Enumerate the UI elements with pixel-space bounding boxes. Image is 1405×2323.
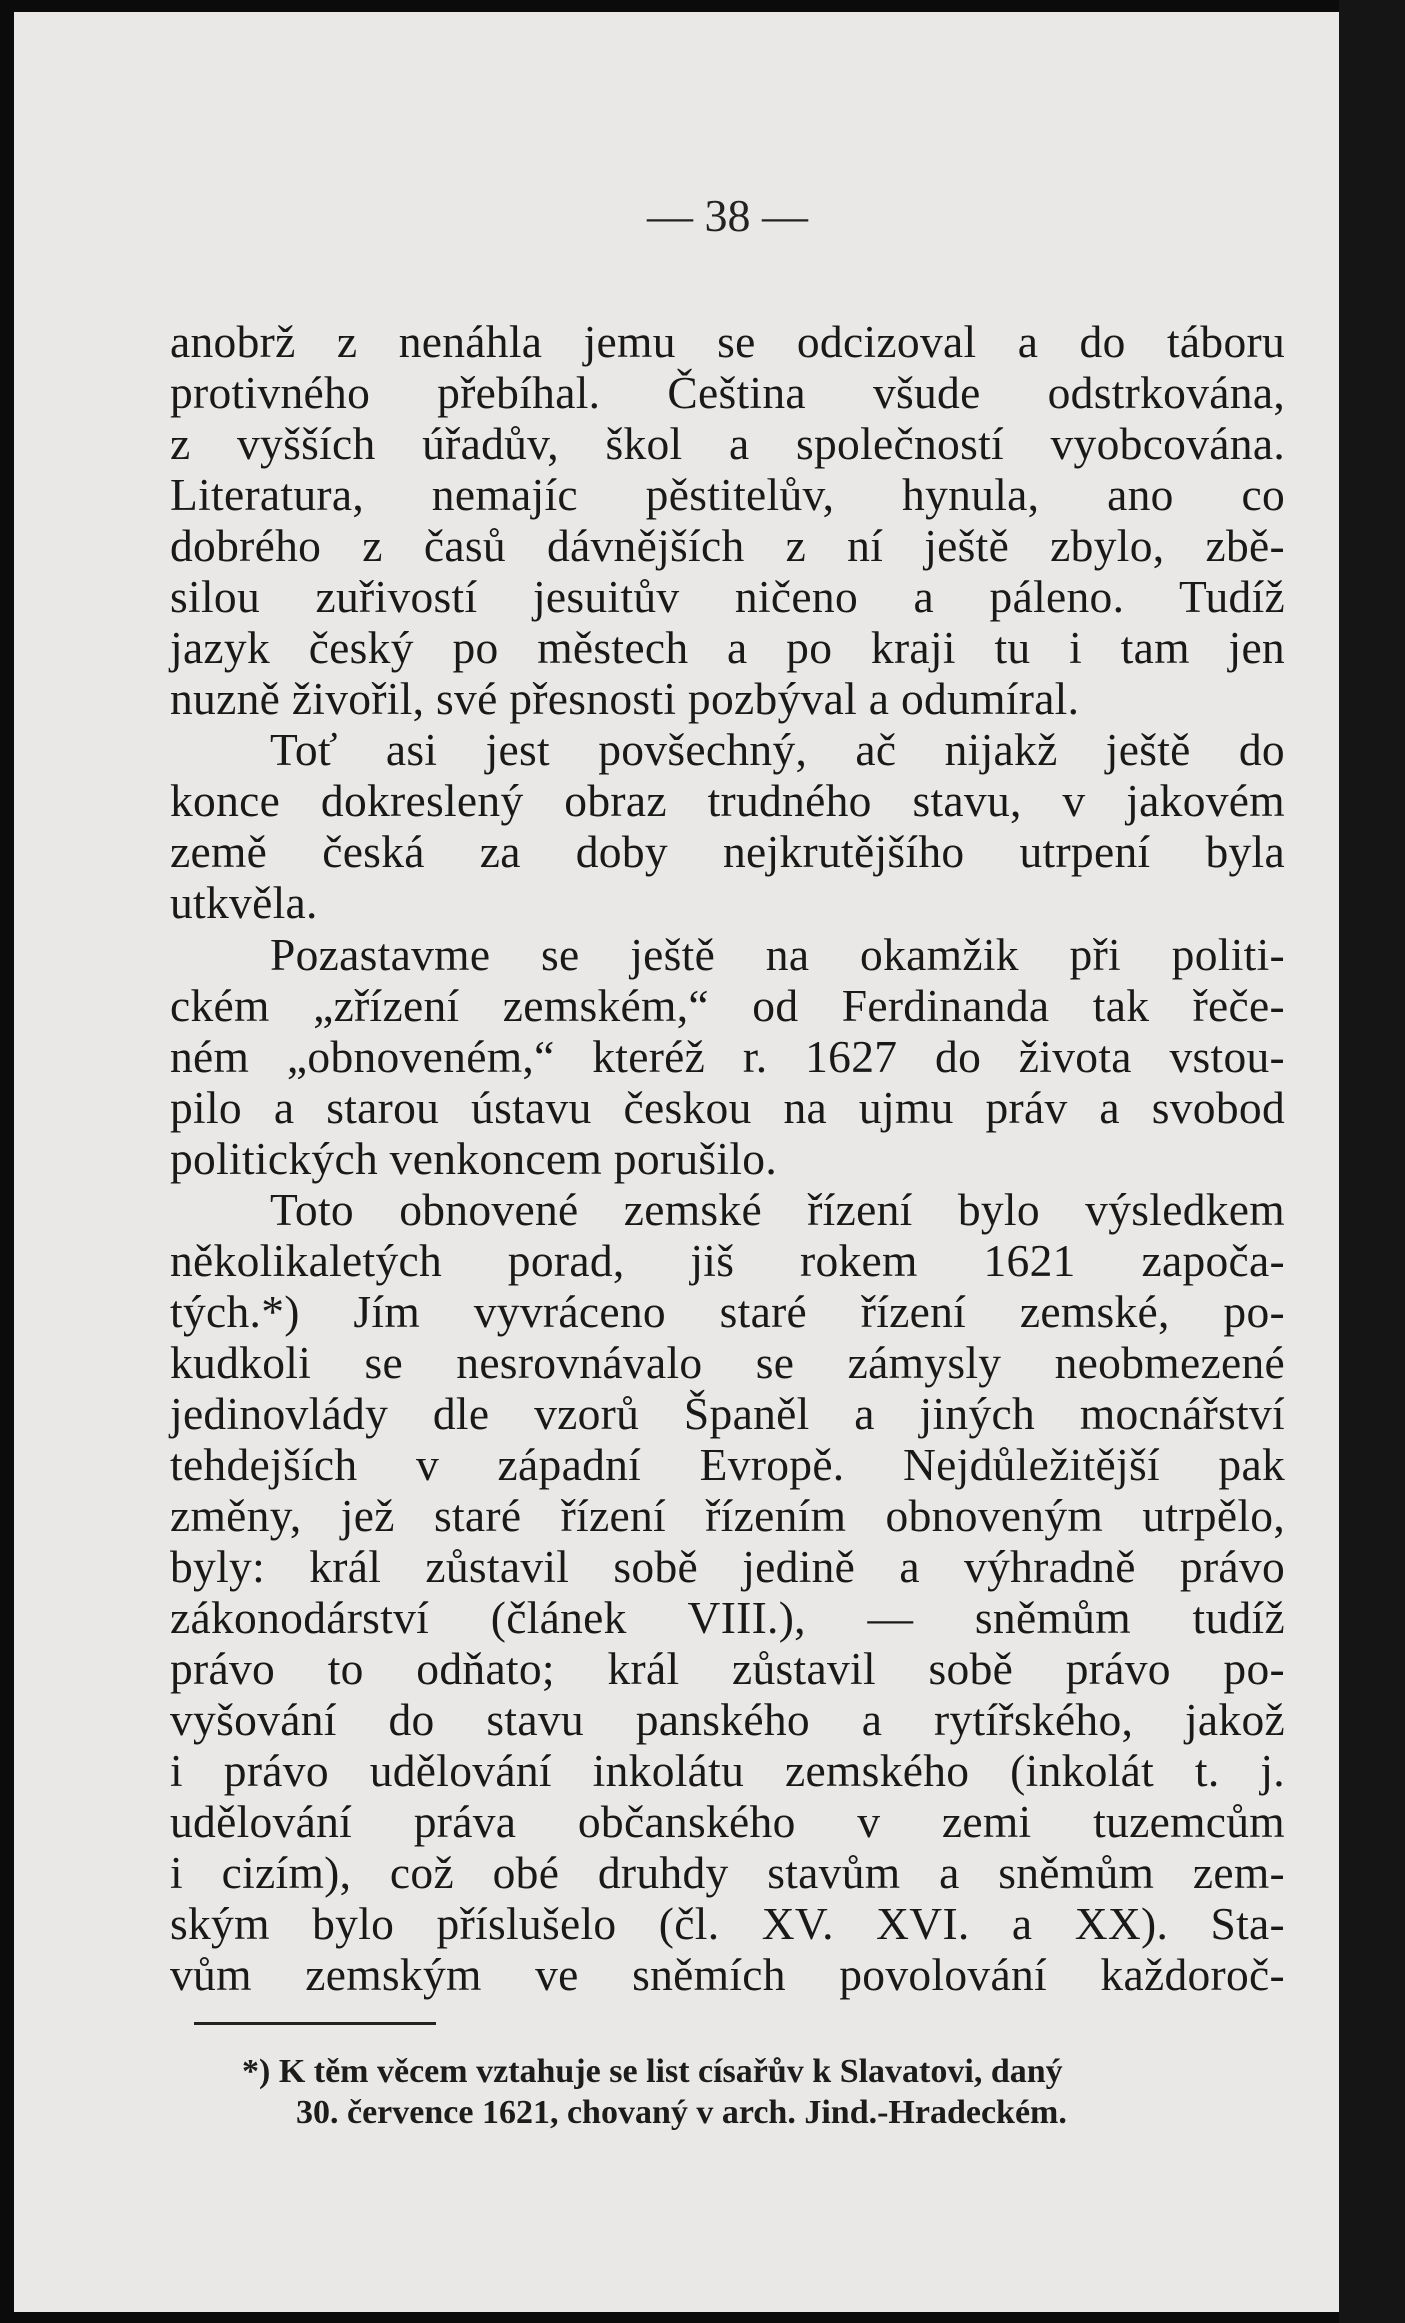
text-line: i cizím), což obé druhdy stavům a sněmům zem-: [170, 1847, 1285, 1898]
text-line: tých.*) Jím vyvráceno staré řízení zemské, po-: [170, 1286, 1285, 1337]
text-line: Pozastavme se ještě na okamžik při politi-: [270, 929, 1285, 980]
text-line: země česká za doby nejkrutějšího utrpení byla: [170, 826, 1285, 877]
text-line: změny, jež staré řízení řízením obnoveným utrpělo,: [170, 1490, 1285, 1541]
text-line: ckém „zřízení zemském,“ od Ferdinanda tak řeče-: [170, 980, 1285, 1031]
text-line: anobrž z nenáhla jemu se odcizoval a do táboru: [170, 316, 1285, 367]
text-line: ném „obnoveném,“ kteréž r. 1627 do života vstou-: [170, 1031, 1285, 1082]
text-line: utkvěla.: [170, 877, 318, 928]
text-line: Toto obnovené zemské řízení bylo výsledkem: [270, 1184, 1285, 1235]
text-line: politických venkoncem porušilo.: [170, 1133, 777, 1184]
text-line: vyšování do stavu panského a rytířského, jakož: [170, 1694, 1285, 1745]
text-line: nuzně živořil, své přesnosti pozbýval a odumíral.: [170, 673, 1080, 724]
text-line: Literatura, nemajíc pěstitelův, hynula, ano co: [170, 469, 1285, 520]
text-line: několikaletých porad, jiš rokem 1621 započa-: [170, 1235, 1285, 1286]
text-line: udělování práva občanského v zemi tuzemcům: [170, 1796, 1285, 1847]
text-line: kudkoli se nesrovnávalo se zámysly neobmezené: [170, 1337, 1285, 1388]
text-line: pilo a starou ústavu českou na ujmu práv a svobod: [170, 1082, 1285, 1133]
footnote-line: 30. července 1621, chovaný v arch. Jind.-Hradeckém.: [296, 2094, 1067, 2131]
text-line: tehdejších v západní Evropě. Nejdůležitější pak: [170, 1439, 1285, 1490]
scan-edge: [1339, 0, 1405, 2323]
text-line: jazyk český po městech a po kraji tu i tam jen: [170, 622, 1285, 673]
text-line: protivného přebíhal. Čeština všude odstrkována,: [170, 367, 1285, 418]
text-line: z vyšších úřadův, škol a společností vyobcována.: [170, 418, 1285, 469]
footnote-divider: [194, 2022, 436, 2025]
text-line: byly: král zůstavil sobě jedině a výhradně právo: [170, 1541, 1285, 1592]
text-line: jedinovlády dle vzorů Španěl a jiných mocnářství: [170, 1388, 1285, 1439]
text-line: právo to odňato; král zůstavil sobě právo po-: [170, 1643, 1285, 1694]
page-number: — 38 —: [647, 190, 808, 241]
text-line: Toť asi jest povšechný, ač nijakž ještě do: [270, 724, 1285, 775]
text-line: i právo udělování inkolátu zemského (inkolát t. j.: [170, 1745, 1285, 1796]
text-line: silou zuřivostí jesuitův ničeno a páleno. Tudíž: [170, 571, 1285, 622]
text-line: vům zemským ve sněmích povolování každoroč-: [170, 1949, 1285, 2000]
footnote-line: *) K těm věcem vztahuje se list císařův k Slavatovi, daný: [242, 2053, 1063, 2090]
text-line: ským bylo příslušelo (čl. XV. XVI. a XX). Sta-: [170, 1898, 1285, 1949]
text-line: konce dokreslený obraz trudného stavu, v jakovém: [170, 775, 1285, 826]
text-line: zákonodárství (článek VIII.), — sněmům tudíž: [170, 1592, 1285, 1643]
text-line: dobrého z časů dávnějších z ní ještě zbylo, zbě-: [170, 520, 1285, 571]
book-page: [14, 12, 1339, 2312]
